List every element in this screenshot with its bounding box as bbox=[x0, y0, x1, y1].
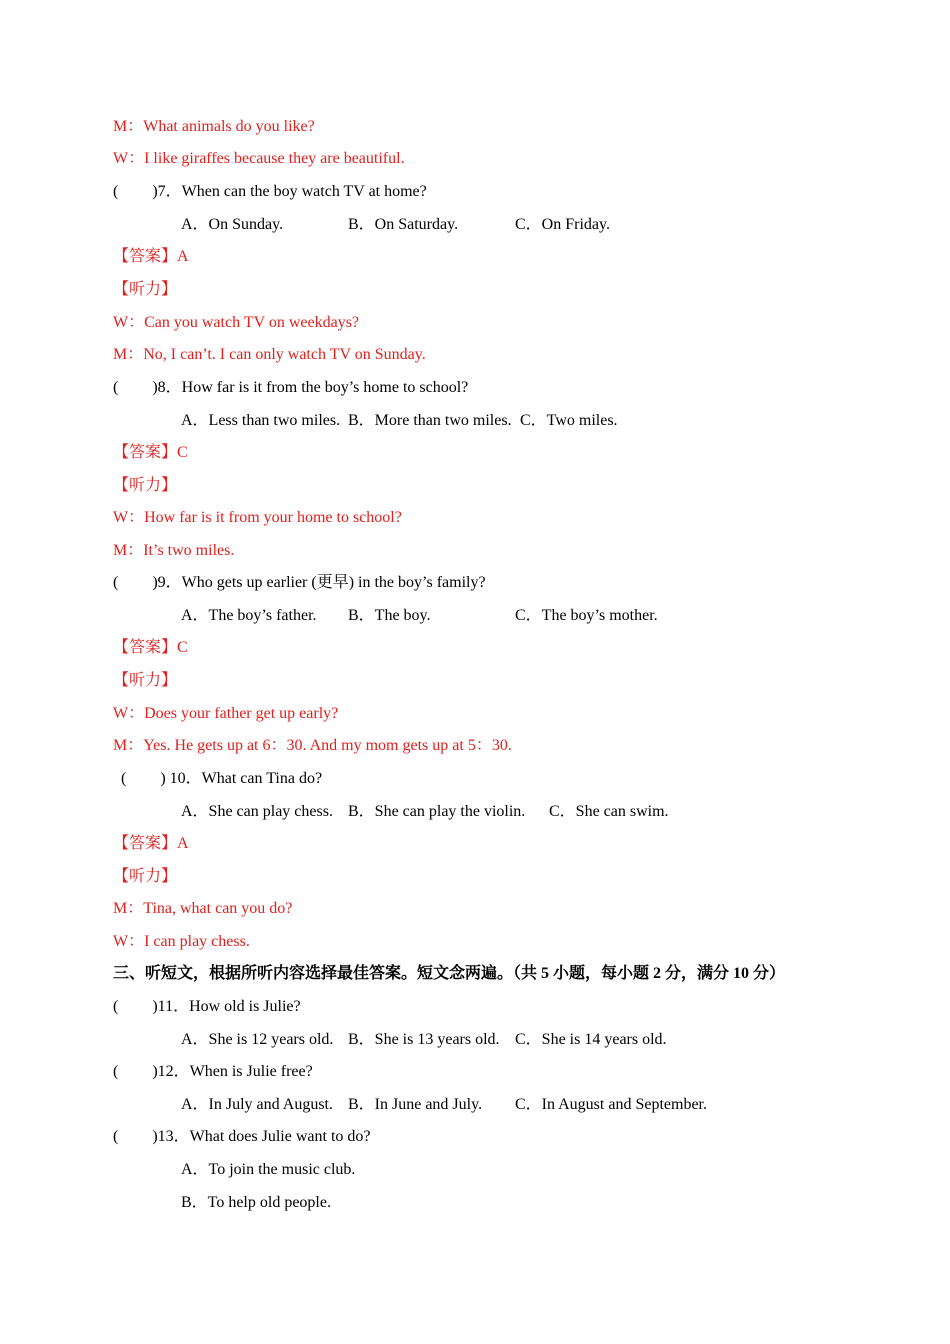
dialog-line-woman: W：Can you watch TV on weekdays? bbox=[113, 314, 360, 331]
question-8 bbox=[113, 378, 468, 398]
option-a: A．On Sunday. bbox=[181, 216, 284, 233]
option-c: C．In August and September. bbox=[515, 1096, 707, 1113]
question-10-text: ) 10．What can Tina do? bbox=[160, 770, 323, 787]
option-a: A．To join the music club. bbox=[181, 1161, 356, 1178]
option-b: B．She is 13 years old. bbox=[348, 1031, 500, 1048]
question-9-text: )9．Who gets up earlier (更早) in the boy’s family? bbox=[152, 574, 486, 591]
listening-label: 【听力】 bbox=[113, 281, 178, 298]
option-a: A．In July and August. bbox=[181, 1096, 334, 1113]
option-b: B．More than two miles. bbox=[348, 412, 512, 429]
answer-blank-open: ( bbox=[113, 1128, 119, 1145]
answer-blank-open: ( bbox=[113, 998, 119, 1015]
question-8-text: )8．How far is it from the boy’s home to school? bbox=[152, 379, 469, 396]
option-a: A．The boy’s father. bbox=[181, 607, 317, 624]
dialog-line-woman: W：How far is it from your home to school? bbox=[113, 509, 402, 526]
question-7-text: )7．When can the boy watch TV at home? bbox=[152, 183, 427, 200]
answer-blank-open: ( bbox=[113, 183, 119, 200]
option-a: A．Less than two miles. bbox=[181, 412, 341, 429]
option-a: A．She can play chess. bbox=[181, 803, 333, 820]
dialog-line-man: M：No, I can’t. I can only watch TV on Sunday. bbox=[113, 346, 426, 363]
option-c: C．She is 14 years old. bbox=[515, 1031, 667, 1048]
option-b: B．On Saturday. bbox=[348, 216, 459, 233]
dialog-line-man: M：It’s two miles. bbox=[113, 542, 235, 559]
question-12 bbox=[113, 1062, 313, 1082]
answer-blank-open: ( bbox=[113, 379, 119, 396]
dialog-line-man: M：Yes. He gets up at 6：30. And my mom gets up at 5：30. bbox=[113, 737, 512, 754]
answer-blank-open: ( bbox=[121, 770, 127, 787]
answer-blank-open: ( bbox=[113, 1063, 119, 1080]
dialog-line-man: M：What animals do you like? bbox=[113, 118, 315, 135]
listening-label: 【听力】 bbox=[113, 477, 178, 494]
option-c: C．Two miles. bbox=[520, 412, 618, 429]
option-c: C．The boy’s mother. bbox=[515, 607, 658, 624]
option-b: B．In June and July. bbox=[348, 1096, 483, 1113]
question-12-text: )12．When is Julie free? bbox=[152, 1063, 313, 1080]
dialog-line-woman: W：I can play chess. bbox=[113, 933, 250, 950]
section-heading: 三、听短文，根据所听内容选择最佳答案。短文念两遍。（共 5 小题，每小题 2 分，满分 10 分） bbox=[113, 965, 786, 982]
answer-label: 【答案】A bbox=[113, 835, 189, 852]
dialog-line-woman: W：I like giraffes because they are beautiful. bbox=[113, 150, 405, 167]
dialog-line-woman: W：Does your father get up early? bbox=[113, 705, 339, 722]
answer-label: 【答案】C bbox=[113, 639, 188, 656]
option-b: B．She can play the violin. bbox=[348, 803, 526, 820]
answer-blank-open: ( bbox=[113, 574, 119, 591]
option-b: B．The boy. bbox=[348, 607, 431, 624]
listening-label: 【听力】 bbox=[113, 672, 178, 689]
option-a: A．She is 12 years old. bbox=[181, 1031, 334, 1048]
listening-label: 【听力】 bbox=[113, 868, 178, 885]
question-7 bbox=[113, 182, 427, 202]
question-13 bbox=[113, 1127, 371, 1147]
question-13-text: )13．What does Julie want to do? bbox=[152, 1128, 371, 1145]
question-9 bbox=[113, 573, 486, 593]
option-b: B．To help old people. bbox=[181, 1194, 331, 1211]
dialog-line-man: M：Tina, what can you do? bbox=[113, 900, 293, 917]
question-11-text: )11．How old is Julie? bbox=[152, 998, 301, 1015]
question-11 bbox=[113, 997, 301, 1017]
answer-label: 【答案】A bbox=[113, 248, 189, 265]
option-c: C．On Friday. bbox=[515, 216, 610, 233]
answer-label: 【答案】C bbox=[113, 444, 188, 461]
question-10 bbox=[121, 769, 322, 789]
option-c: C．She can swim. bbox=[549, 803, 669, 820]
